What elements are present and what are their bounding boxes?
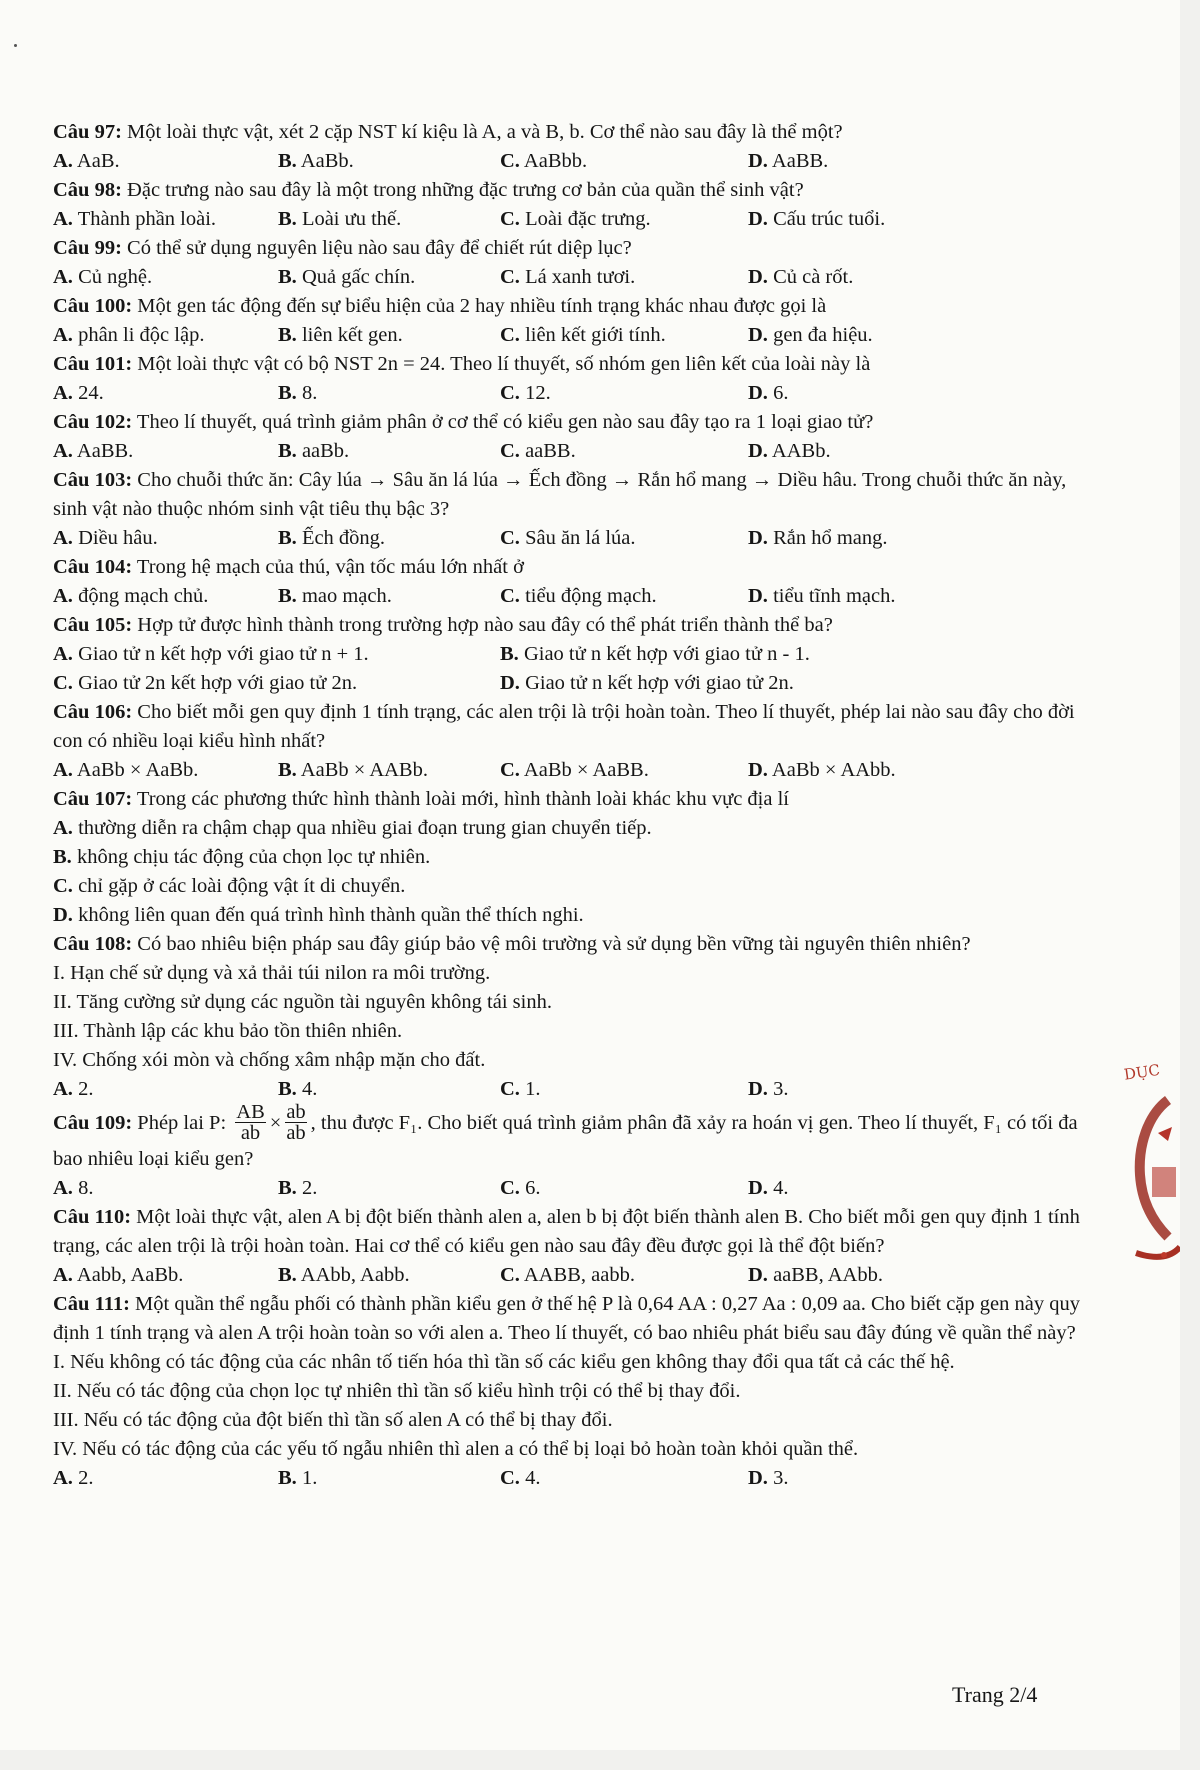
answer-option xyxy=(53,669,500,698)
option-label: A. xyxy=(53,1078,73,1100)
answer-option xyxy=(500,205,748,234)
option-label: B. xyxy=(278,759,297,781)
question-text: Trong các phương thức hình thành loài mới, hình thành loài khác khu vực địa lí xyxy=(132,788,789,810)
option-text: Củ cà rốt. xyxy=(767,266,854,288)
answer-option xyxy=(278,1261,500,1290)
answer-option xyxy=(500,321,748,350)
statement-item: III. Nếu có tác động của đột biến thì tần số alen A có thể bị thay đổi. xyxy=(53,1409,613,1431)
question-text: Một quần thể ngẫu phối có thành phần kiểu gen ở thế hệ P là 0,64 AA : 0,27 Aa : 0,09 aa. Cho biết cặp gen này quy định 1 tính trạng và alen A trội hoàn toàn so với alen a. Theo lí thuyết, có bao nhiêu phát biểu sau đây đúng về quần thể này? xyxy=(53,1293,1080,1344)
option-label: A. xyxy=(53,527,73,549)
statement-item: I. Hạn chế sử dụng và xả thải túi nilon ra môi trường. xyxy=(53,962,491,984)
option-text: Giao tử 2n kết hợp với giao tử 2n. xyxy=(72,672,358,694)
question-text: Có bao nhiêu biện pháp sau đây giúp bảo vệ môi trường và sử dụng bền vững tài nguyên thiên nhiên? xyxy=(132,933,971,955)
option-label: B. xyxy=(278,1264,297,1286)
option-text: phân li độc lập. xyxy=(72,324,205,346)
question-number: Câu 103: xyxy=(53,469,133,491)
option-label: B. xyxy=(500,643,519,665)
option-label: D. xyxy=(748,208,768,230)
option-label: A. xyxy=(53,382,73,404)
question-number: Câu 97: xyxy=(53,121,122,143)
option-text: 3. xyxy=(767,1467,789,1489)
question-text: Một loài thực vật, alen A bị đột biến thành alen a, alen b bị đột biến thành alen B. Cho biết mỗi gen quy định 1 tính trạng, các alen trội là trội hoàn toàn. Hai cơ thể có kiểu gen nào sau đây đều được gọi là thể đột biến? xyxy=(53,1206,1080,1257)
option-text: Loài ưu thế. xyxy=(296,208,402,230)
answer-option xyxy=(500,437,748,466)
option-label: B. xyxy=(278,208,297,230)
option-label: D. xyxy=(748,150,768,172)
question-number: Câu 102: xyxy=(53,411,133,433)
question-stem xyxy=(53,1101,1088,1174)
option-label: B. xyxy=(278,1177,297,1199)
option-label: D. xyxy=(748,1467,768,1489)
question-block xyxy=(53,408,1088,466)
question-text: Đặc trưng nào sau đây là một trong những đặc trưng cơ bản của quần thể sinh vật? xyxy=(121,179,804,201)
genotype-fraction-2 xyxy=(285,1102,306,1143)
question-block xyxy=(53,698,1088,785)
question-stem xyxy=(53,1290,1088,1348)
option-text: 3. xyxy=(767,1078,789,1100)
option-text: Giao tử n kết hợp với giao tử n + 1. xyxy=(72,643,369,665)
answer-option xyxy=(53,1075,278,1104)
question-number: Câu 98: xyxy=(53,179,122,201)
answer-option xyxy=(748,263,1048,292)
option-label: D. xyxy=(748,1078,768,1100)
option-label: B. xyxy=(278,585,297,607)
question-stem xyxy=(53,176,1088,205)
answer-option xyxy=(53,756,278,785)
option-text: AaBB. xyxy=(767,150,829,172)
answer-options xyxy=(53,437,1088,466)
question-number: Câu 110: xyxy=(53,1206,132,1228)
question-block xyxy=(53,1290,1088,1493)
statement-item: IV. Chống xói mòn và chống xâm nhập mặn cho đất. xyxy=(53,1049,486,1071)
answer-option xyxy=(53,872,1088,901)
option-text: Thành phần loài. xyxy=(72,208,217,230)
option-text: Loài đặc trưng. xyxy=(519,208,651,230)
question-text: Một loài thực vật có bộ NST 2n = 24. Theo lí thuyết, số nhóm gen liên kết của loài này là xyxy=(132,353,871,375)
option-text: mao mạch. xyxy=(296,585,392,607)
answer-option xyxy=(53,843,1088,872)
statement-item: IV. Nếu có tác động của các yếu tố ngẫu nhiên thì alen a có thể bị loại bỏ hoàn toàn khỏi quần thể. xyxy=(53,1438,859,1460)
answer-option xyxy=(748,437,1048,466)
option-label: A. xyxy=(53,324,73,346)
option-text: Giao tử n kết hợp với giao tử n - 1. xyxy=(518,643,810,665)
answer-options xyxy=(53,1174,1088,1203)
question-text: Cho chuỗi thức ăn: Cây lúa → Sâu ăn lá lúa → Ếch đồng → Rắn hổ mang → Diều hâu. Trong chuỗi thức ăn này, sinh vật nào thuộc nhóm sinh vật tiêu thụ bậc 3? xyxy=(53,469,1067,520)
answer-options xyxy=(53,640,1088,698)
answer-option xyxy=(53,205,278,234)
question-stem xyxy=(53,408,1088,437)
option-text: 6. xyxy=(519,1177,541,1199)
option-label: C. xyxy=(500,527,520,549)
answer-option xyxy=(500,263,748,292)
answer-option xyxy=(53,321,278,350)
option-text: 8. xyxy=(296,382,318,404)
option-label: C. xyxy=(53,672,73,694)
option-label: B. xyxy=(278,527,297,549)
statement-list xyxy=(53,959,1088,1075)
answer-option xyxy=(53,263,278,292)
answer-options xyxy=(53,1261,1088,1290)
question-block xyxy=(53,466,1088,553)
option-text: 4. xyxy=(519,1467,541,1489)
option-text: AaBb × AAbb. xyxy=(767,759,896,781)
question-text: Phép lai P: xyxy=(132,1112,227,1135)
option-text: AaB. xyxy=(72,150,120,172)
option-label: D. xyxy=(748,759,768,781)
answer-option xyxy=(278,1464,500,1493)
question-number: Câu 106: xyxy=(53,701,133,723)
fraction-denominator: ab xyxy=(240,1122,261,1144)
answer-option xyxy=(278,524,500,553)
option-text: 2. xyxy=(72,1078,94,1100)
answer-options xyxy=(53,205,1088,234)
question-stem xyxy=(53,698,1088,756)
answer-options xyxy=(53,379,1088,408)
answer-option xyxy=(500,1261,748,1290)
question-number: Câu 105: xyxy=(53,614,133,636)
option-text: 1. xyxy=(519,1078,541,1100)
question-text: Hợp tử được hình thành trong trường hợp nào sau đây có thể phát triển thành thể ba? xyxy=(132,614,833,636)
question-stem xyxy=(53,785,1088,814)
option-text: Lá xanh tươi. xyxy=(519,266,636,288)
option-text: AABB, aabb. xyxy=(519,1264,635,1286)
option-label: D. xyxy=(748,324,768,346)
page-footer: Trang 2/4 xyxy=(952,1682,1038,1707)
answer-option xyxy=(53,437,278,466)
option-label: B. xyxy=(278,1078,297,1100)
answer-option xyxy=(748,582,1048,611)
answer-option xyxy=(748,379,1048,408)
option-text: AaBb × AaBb. xyxy=(72,759,199,781)
option-text: 2. xyxy=(72,1467,94,1489)
answer-option xyxy=(278,321,500,350)
option-label: A. xyxy=(53,440,73,462)
question-number: Câu 99: xyxy=(53,237,122,259)
answer-options xyxy=(53,814,1088,930)
answer-option xyxy=(53,640,500,669)
option-label: A. xyxy=(53,1264,73,1286)
answer-option xyxy=(278,756,500,785)
question-block xyxy=(53,350,1088,408)
option-text: không chịu tác động của chọn lọc tự nhiên. xyxy=(71,846,431,868)
option-label: D. xyxy=(748,527,768,549)
option-label: C. xyxy=(500,324,520,346)
answer-option xyxy=(748,1075,1048,1104)
answer-option xyxy=(53,1261,278,1290)
option-label: C. xyxy=(500,585,520,607)
option-text: 4. xyxy=(767,1177,789,1199)
question-block xyxy=(53,611,1088,698)
option-text: tiểu tĩnh mạch. xyxy=(767,585,896,607)
option-label: A. xyxy=(53,208,73,230)
question-number: Câu 100: xyxy=(53,295,133,317)
option-text: AaBbb. xyxy=(519,150,588,172)
option-text: Sâu ăn lá lúa. xyxy=(519,527,636,549)
statement-item: II. Tăng cường sử dụng các nguồn tài nguyên không tái sinh. xyxy=(53,991,552,1013)
question-number: Câu 107: xyxy=(53,788,133,810)
answer-row xyxy=(53,669,1088,698)
answer-option xyxy=(53,147,278,176)
option-label: C. xyxy=(500,208,520,230)
answer-option xyxy=(278,1174,500,1203)
option-text: 12. xyxy=(519,382,551,404)
answer-option xyxy=(278,379,500,408)
option-text: 1. xyxy=(296,1467,318,1489)
option-label: D. xyxy=(748,266,768,288)
option-label: D. xyxy=(53,904,73,926)
answer-options xyxy=(53,263,1088,292)
option-text: Củ nghệ. xyxy=(72,266,153,288)
question-block xyxy=(53,930,1088,1104)
option-text: Ếch đồng. xyxy=(296,527,386,549)
option-text: AaBb × AaBB. xyxy=(519,759,649,781)
option-label: C. xyxy=(500,1177,520,1199)
answer-option xyxy=(500,756,748,785)
answer-option xyxy=(53,379,278,408)
answer-option xyxy=(278,582,500,611)
option-label: B. xyxy=(278,440,297,462)
times-sign: × xyxy=(269,1112,282,1135)
question-number: Câu 111: xyxy=(53,1293,130,1315)
option-label: C. xyxy=(500,759,520,781)
option-label: A. xyxy=(53,585,73,607)
option-text: 2. xyxy=(296,1177,318,1199)
watermark-text: DỤC xyxy=(1122,1060,1162,1084)
answer-option xyxy=(278,1075,500,1104)
option-text: AaBb. xyxy=(296,150,354,172)
question-text: Cho biết mỗi gen quy định 1 tính trạng, các alen trội là trội hoàn toàn. Theo lí thuyết, phép lai nào sau đây cho đời con có nhiều loại kiểu hình nhất? xyxy=(53,701,1075,752)
question-block xyxy=(53,1101,1088,1203)
question-block xyxy=(53,176,1088,234)
scan-speck xyxy=(14,44,17,47)
option-text: Quả gấc chín. xyxy=(296,266,416,288)
answer-option xyxy=(500,524,748,553)
answer-option xyxy=(500,582,748,611)
answer-option xyxy=(278,437,500,466)
question-number: Câu 101: xyxy=(53,353,133,375)
question-stem xyxy=(53,611,1088,640)
option-label: D. xyxy=(748,585,768,607)
option-text: AABb. xyxy=(767,440,831,462)
question-number: Câu 108: xyxy=(53,933,133,955)
answer-option xyxy=(278,263,500,292)
option-text: 8. xyxy=(72,1177,94,1199)
option-label: A. xyxy=(53,266,73,288)
answer-options xyxy=(53,524,1088,553)
option-text: gen đa hiệu. xyxy=(767,324,873,346)
fraction-denominator: ab xyxy=(286,1122,306,1144)
option-text: thường diễn ra chậm chạp qua nhiều giai đoạn trung gian chuyển tiếp. xyxy=(72,817,652,839)
option-text: động mạch chủ. xyxy=(72,585,209,607)
answer-option xyxy=(53,1464,278,1493)
question-block xyxy=(53,292,1088,350)
question-stem xyxy=(53,350,1088,379)
option-label: D. xyxy=(748,1177,768,1199)
option-label: B. xyxy=(278,1467,297,1489)
option-text: AAbb, Aabb. xyxy=(296,1264,410,1286)
question-stem xyxy=(53,118,1088,147)
option-text: AaBB. xyxy=(72,440,134,462)
question-stem xyxy=(53,234,1088,263)
question-block xyxy=(53,785,1088,930)
option-label: C. xyxy=(500,440,520,462)
answer-options xyxy=(53,1075,1088,1104)
answer-options xyxy=(53,756,1088,785)
option-label: A. xyxy=(53,1467,73,1489)
answer-options xyxy=(53,147,1088,176)
question-block xyxy=(53,553,1088,611)
answer-option xyxy=(748,321,1048,350)
question-text: , thu được F₁. Cho biết quá trình giảm phân đã xảy ra hoán vị gen. Theo lí thuyết, F₁ có tối đa bao nhiêu loại kiểu gen? xyxy=(53,1112,1078,1170)
answer-option xyxy=(500,147,748,176)
answer-row xyxy=(53,640,1088,669)
option-label: B. xyxy=(278,150,297,172)
option-label: A. xyxy=(53,1177,73,1199)
question-text: Có thể sử dụng nguyên liệu nào sau đây để chiết rút diệp lục? xyxy=(121,237,632,259)
question-block xyxy=(53,1203,1088,1290)
answer-option xyxy=(278,205,500,234)
option-label: C. xyxy=(500,1078,520,1100)
option-text: chỉ gặp ở các loài động vật ít di chuyển. xyxy=(72,875,406,897)
option-label: D. xyxy=(748,440,768,462)
answer-options xyxy=(53,321,1088,350)
answer-options xyxy=(53,1464,1088,1493)
option-text: Diều hâu. xyxy=(72,527,158,549)
answer-option xyxy=(748,205,1048,234)
fraction-numerator: ab xyxy=(286,1101,306,1123)
answer-option xyxy=(500,1464,748,1493)
option-label: A. xyxy=(53,643,73,665)
exam-content xyxy=(53,118,1088,1493)
answer-option xyxy=(53,901,1088,930)
statement-item: I. Nếu không có tác động của các nhân tố tiến hóa thì tần số các kiểu gen không thay đổi qua tất cả các thế hệ. xyxy=(53,1351,955,1373)
question-text: Một loài thực vật, xét 2 cặp NST kí kiệu là A, a và B, b. Cơ thể nào sau đây là thể một? xyxy=(121,121,843,143)
fraction-numerator: AB xyxy=(236,1101,265,1123)
option-text: Aabb, AaBb. xyxy=(72,1264,184,1286)
question-stem xyxy=(53,292,1088,321)
option-label: B. xyxy=(53,846,72,868)
option-text: aaBB, AAbb. xyxy=(767,1264,883,1286)
answer-option xyxy=(748,1174,1048,1203)
option-text: Rắn hổ mang. xyxy=(767,527,888,549)
option-label: A. xyxy=(53,759,73,781)
question-stem xyxy=(53,1203,1088,1261)
answer-option xyxy=(500,1174,748,1203)
question-number: Câu 104: xyxy=(53,556,133,578)
answer-option xyxy=(500,379,748,408)
question-block xyxy=(53,234,1088,292)
option-label: C. xyxy=(500,1264,520,1286)
answer-option xyxy=(748,1464,1048,1493)
option-label: C. xyxy=(500,1467,520,1489)
option-label: A. xyxy=(53,150,73,172)
question-stem xyxy=(53,466,1088,524)
answer-option xyxy=(748,1261,1048,1290)
question-number: Câu 109: xyxy=(53,1112,133,1135)
question-text: Một gen tác động đến sự biểu hiện của 2 hay nhiều tính trạng khác nhau được gọi là xyxy=(132,295,827,317)
statement-item: II. Nếu có tác động của chọn lọc tự nhiên thì tần số kiểu hình trội có thể bị thay đổi. xyxy=(53,1380,741,1402)
question-text: Theo lí thuyết, quá trình giảm phân ở cơ thể có kiểu gen nào sau đây tạo ra 1 loại giao tử? xyxy=(132,411,874,433)
option-text: tiểu động mạch. xyxy=(519,585,657,607)
option-label: D. xyxy=(748,1264,768,1286)
question-stem xyxy=(53,553,1088,582)
option-text: liên kết giới tính. xyxy=(519,324,666,346)
answer-option xyxy=(748,524,1048,553)
option-text: Cấu trúc tuổi. xyxy=(767,208,886,230)
answer-option xyxy=(500,669,1060,698)
statement-list xyxy=(53,1348,1088,1464)
option-label: D. xyxy=(748,382,768,404)
school-logo-watermark xyxy=(1108,1055,1180,1265)
option-text: 6. xyxy=(767,382,789,404)
answer-option xyxy=(53,582,278,611)
answer-option xyxy=(748,147,1048,176)
option-text: aaBb. xyxy=(296,440,350,462)
option-label: B. xyxy=(278,382,297,404)
option-text: Giao tử n kết hợp với giao tử 2n. xyxy=(519,672,794,694)
option-label: B. xyxy=(278,324,297,346)
option-text: 4. xyxy=(296,1078,318,1100)
question-stem xyxy=(53,930,1088,959)
answer-option xyxy=(53,814,1088,843)
question-text: Trong hệ mạch của thú, vận tốc máu lớn nhất ở xyxy=(132,556,524,578)
answer-option xyxy=(500,1075,748,1104)
option-label: B. xyxy=(278,266,297,288)
answer-option xyxy=(500,640,1060,669)
option-text: 24. xyxy=(72,382,104,404)
answer-options xyxy=(53,582,1088,611)
genotype-fraction-1 xyxy=(235,1102,265,1143)
option-label: C. xyxy=(500,266,520,288)
answer-option xyxy=(53,524,278,553)
option-text: liên kết gen. xyxy=(296,324,403,346)
option-label: D. xyxy=(500,672,520,694)
answer-option xyxy=(53,1174,278,1203)
option-label: C. xyxy=(500,150,520,172)
option-text: AaBb × AABb. xyxy=(296,759,428,781)
option-label: C. xyxy=(500,382,520,404)
option-label: A. xyxy=(53,817,73,839)
option-text: không liên quan đến quá trình hình thành quần thể thích nghi. xyxy=(72,904,584,926)
statement-item: III. Thành lập các khu bảo tồn thiên nhiên. xyxy=(53,1020,403,1042)
answer-option xyxy=(278,147,500,176)
option-text: aaBB. xyxy=(519,440,576,462)
option-label: C. xyxy=(53,875,73,897)
question-block xyxy=(53,118,1088,176)
answer-option xyxy=(748,756,1048,785)
